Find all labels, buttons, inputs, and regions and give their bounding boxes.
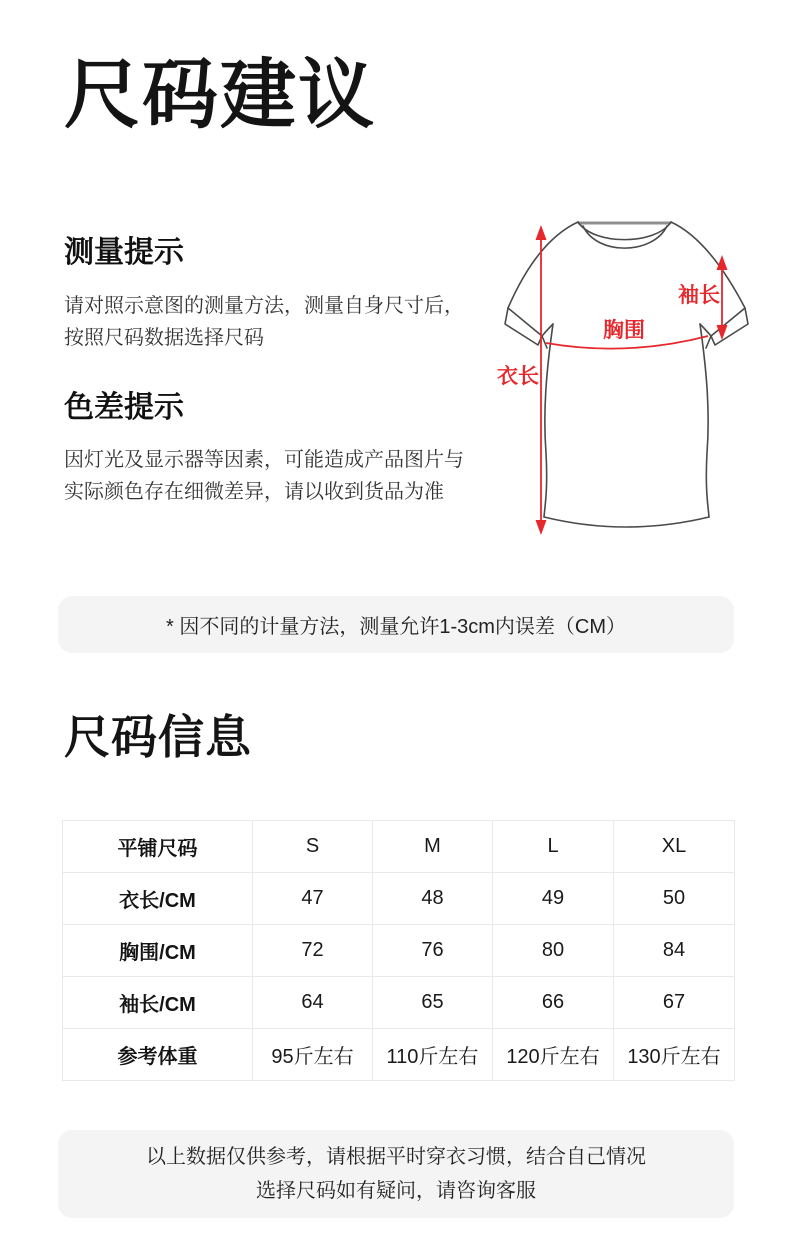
table-cell: 80 xyxy=(493,925,614,977)
table-cell: 84 xyxy=(614,925,735,977)
table-cell: 66 xyxy=(493,977,614,1029)
color-tips-line2: 实际颜色存在细微差异，请以收到货品为准 xyxy=(64,481,444,503)
color-tips-line1: 因灯光及显示器等因素，可能造成产品图片与 xyxy=(64,449,464,471)
header-cell-s: S xyxy=(253,821,373,873)
right-armpit-fold xyxy=(706,336,711,348)
row-label: 参考体重 xyxy=(63,1029,253,1081)
page-title: 尺码建议 xyxy=(64,53,376,138)
chest-label: 胸围 xyxy=(603,319,645,342)
table-cell: 50 xyxy=(614,873,735,925)
footer-note-line2: 选择尺码如有疑问，请咨询客服 xyxy=(256,1180,536,1202)
table-row-chest xyxy=(63,925,735,977)
tshirt-measurement-diagram xyxy=(485,213,755,558)
table-cell: 95斤左右 xyxy=(253,1029,373,1081)
measure-tips-line1: 请对照示意图的测量方法，测量自身尺寸后， xyxy=(64,295,464,317)
color-tips-text xyxy=(64,444,464,508)
measurement-tolerance-text: * 因不同的计量方法，测量允许1-3cm内误差（CM） xyxy=(165,616,626,638)
left-cuff-band xyxy=(505,308,542,345)
table-row-weight xyxy=(63,1029,735,1081)
table-cell: 72 xyxy=(253,925,373,977)
sleeve-arrowhead-top xyxy=(717,255,728,270)
row-label: 袖长/CM xyxy=(63,977,253,1029)
left-armpit-fold xyxy=(542,336,547,348)
header-cell-size: 平铺尺码 xyxy=(63,821,253,873)
table-cell: 48 xyxy=(373,873,493,925)
header-cell-xl: XL xyxy=(614,821,735,873)
table-header-row xyxy=(63,821,735,873)
table-row-sleeve xyxy=(63,977,735,1029)
table-cell: 130斤左右 xyxy=(614,1029,735,1081)
length-arrowhead-bottom xyxy=(536,520,547,535)
left-body-line xyxy=(544,324,553,517)
table-cell: 76 xyxy=(373,925,493,977)
size-chart-table xyxy=(62,820,735,1081)
right-cuff-band xyxy=(711,308,748,345)
sleeve-label: 袖长 xyxy=(678,284,720,307)
header-cell-l: L xyxy=(493,821,614,873)
length-arrowhead-top xyxy=(536,225,547,240)
footer-disclaimer-note xyxy=(58,1130,734,1218)
row-label: 衣长/CM xyxy=(63,873,253,925)
row-label: 胸围/CM xyxy=(63,925,253,977)
measurement-tolerance-note xyxy=(58,596,734,653)
table-cell: 120斤左右 xyxy=(493,1029,614,1081)
table-cell: 47 xyxy=(253,873,373,925)
table-cell: 64 xyxy=(253,977,373,1029)
header-cell-m: M xyxy=(373,821,493,873)
table-cell: 110斤左右 xyxy=(373,1029,493,1081)
size-info-title: 尺码信息 xyxy=(64,711,252,763)
color-tips-heading: 色差提示 xyxy=(64,391,184,424)
right-body-line xyxy=(700,324,709,517)
hem-line xyxy=(544,517,709,527)
table-row-length xyxy=(63,873,735,925)
length-label: 衣长 xyxy=(497,365,539,388)
measure-tips-line2: 按照尺码数据选择尺码 xyxy=(64,327,264,349)
footer-note-line1: 以上数据仅供参考，请根据平时穿衣习惯，结合自己情况 xyxy=(146,1146,646,1168)
collar-inner-line xyxy=(583,226,667,248)
table-cell: 49 xyxy=(493,873,614,925)
measure-tips-text xyxy=(64,290,464,354)
table-cell: 65 xyxy=(373,977,493,1029)
table-cell: 67 xyxy=(614,977,735,1029)
measure-tips-heading: 测量提示 xyxy=(64,236,184,269)
